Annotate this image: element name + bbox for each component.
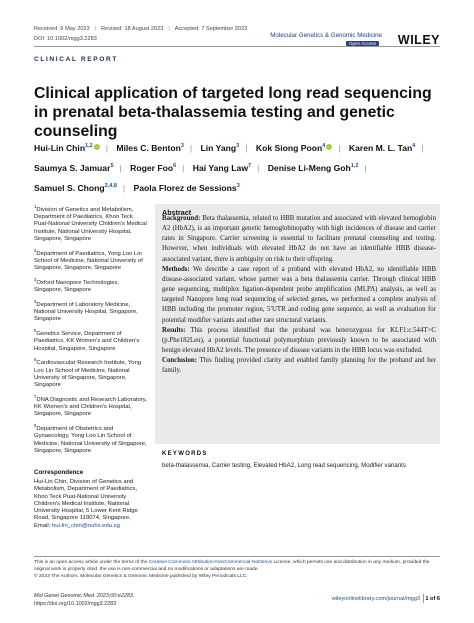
conclusion-text: This finding provided clarity and enabled family planning for the proband and her family. xyxy=(162,357,436,375)
keywords-heading: KEYWORDS xyxy=(162,451,208,457)
affiliation-number: 2 xyxy=(34,247,37,253)
journal-citation: Mol Genet Genomic Med. 2023;00:e2283. xyxy=(34,593,135,599)
affiliation-item xyxy=(34,356,148,389)
author-separator: | xyxy=(257,162,260,173)
author-separator: | xyxy=(122,182,126,193)
methods-text: We describe a case report of a proband with elevated HbA2, no identifiable HBB disease-associated variant, whose partner was a beta thalassemia carrier. Through clinical HBB gene sequencing, multiplex ligation-dependent probe amplification (MLPA) analysis, as well as targeted Nanopore long read sequencing of selected genes, we performed a complete analysis of HBB including the promoter region, 5′UTR and coding gene sequence, as well as evaluation for potential modifier variants and other rare structural variants. xyxy=(162,265,437,324)
author-name: Hai Yang Law xyxy=(192,162,249,173)
affiliation-item xyxy=(34,298,148,324)
abstract-conclusion xyxy=(162,356,436,376)
abstract-results xyxy=(162,326,436,356)
affiliation-number: 3 xyxy=(34,276,37,282)
abstract-methods xyxy=(162,265,436,326)
article-dates: Received: 6 May 2023 | Revised: 18 August 2023 | Accepted: 7 September 2023 xyxy=(34,26,248,32)
page-number: 1 of 6 xyxy=(425,596,440,602)
received-date: Received: 6 May 2023 xyxy=(34,26,90,32)
author[interactable] xyxy=(34,163,114,173)
author[interactable] xyxy=(34,143,100,153)
author-affiliation-ref: 1,2 xyxy=(350,162,359,169)
author-separator: | xyxy=(105,142,108,153)
author-affiliation-ref: 3 xyxy=(236,182,240,189)
author[interactable] xyxy=(349,143,415,153)
author-separator: | xyxy=(421,142,424,153)
report-type: CLINICAL REPORT xyxy=(34,56,118,63)
author-affiliation-ref: 5 xyxy=(110,162,114,169)
affiliation-item xyxy=(34,393,148,419)
background-label: Background: xyxy=(162,215,201,222)
abstract-body xyxy=(162,214,436,377)
author[interactable] xyxy=(256,143,332,153)
affiliation-number: 7 xyxy=(34,393,37,399)
correspondence xyxy=(34,479,148,530)
copyright: © 2023 The Authors. Molecular Genetics & Genomic Medicine published by Wiley Periodicals LLC. xyxy=(34,573,248,579)
author-affiliation-ref: 6 xyxy=(173,162,177,169)
affiliation-text: Cardiovascular Research Institute, Yong Loo Lin School of Medicine, National University of Singapore, Singapore, Singapore xyxy=(34,360,142,389)
author[interactable] xyxy=(201,143,240,153)
doi[interactable]: DOI: 10.1002/mgg3.2283 xyxy=(34,36,97,42)
author-affiliation-ref: 3 xyxy=(180,143,184,149)
keywords: beta-thalassemia, Carrier testing, Elevated HbA2, Long read sequencing, Modifier variants xyxy=(162,462,406,469)
affiliation-text: Department of Obstetrics and Gynaecology, Yong Loo Lin School of Medicine, National University of Singapore, Singapore, Singapore xyxy=(34,426,147,454)
abstract-heading: Abstract xyxy=(162,208,192,217)
author-name: Roger Foo xyxy=(130,162,174,173)
correspondence-heading: Correspondence xyxy=(34,469,84,476)
revised-date: Revised: 18 August 2023 xyxy=(101,26,164,32)
license-link[interactable]: Creative Commons Attribution-NonCommercial-NoDerivs xyxy=(148,560,273,565)
license-notice xyxy=(34,560,439,580)
journal-name[interactable]: Molecular Genetics & Genomic Medicine xyxy=(270,32,382,39)
orcid-icon[interactable] xyxy=(94,144,100,150)
affiliation-item xyxy=(34,327,148,353)
correspondence-text: Hui-Lin Chin, Division of Genetics and Metabolism, Department of Paediatrics, Khoo Teck Puat-National University Children's Medical Institute, National University Hospital, 5 Lower Kent Ridge Road, Singapore 119074, Singapore. xyxy=(34,479,138,522)
author-name: Kok Siong Poon xyxy=(255,142,323,153)
author-list xyxy=(34,137,444,197)
author[interactable] xyxy=(134,183,240,193)
affiliation-number: 4 xyxy=(34,298,37,304)
author-name: Samuel S. Chong xyxy=(34,182,105,193)
email-link[interactable]: hui-lin_chin@nuhs.edu.sg xyxy=(52,522,120,529)
affiliation-number: 6 xyxy=(34,357,37,363)
author-name: Denise Li-Meng Goh xyxy=(267,162,351,173)
affiliation-item xyxy=(34,422,148,455)
affiliation-text: Genetics Service, Department of Paediatrics, KK Women's and Children's Hospital, Singapore, Singapore xyxy=(34,331,140,352)
author[interactable] xyxy=(34,183,117,193)
author-name: Miles C. Benton xyxy=(116,142,181,153)
methods-label: Methods: xyxy=(162,265,190,273)
author-affiliation-ref: 7 xyxy=(248,162,252,169)
affiliation-text: Division of Genetics and Metabolism, Department of Paediatrics, Khoo Teck Puat-National University Children's Medical Institute, National University Hospital, Singapore, Singapore xyxy=(34,206,147,242)
accepted-date: Accepted: 7 September 2023 xyxy=(174,26,248,32)
affiliation-number: 8 xyxy=(34,423,37,429)
footer-separator xyxy=(423,594,424,603)
results-label: Results: xyxy=(162,326,186,334)
affiliations xyxy=(34,203,148,459)
author-name: Paola Florez de Sessions xyxy=(133,182,237,193)
affiliation-text: DNA Diagnostic and Research Laboratory, KK Women's and Children's Hospital, Singapore, Singapore xyxy=(34,396,147,418)
header-divider xyxy=(34,46,440,47)
conclusion-label: Conclusion: xyxy=(162,357,197,365)
author-name: Karen M. L. Tan xyxy=(348,142,413,153)
affiliation-number: 1 xyxy=(34,204,37,209)
author[interactable] xyxy=(268,163,359,173)
open-access-badge: Open Access xyxy=(346,41,379,46)
abstract-background xyxy=(162,214,436,265)
license-text-pre: This is an open access article under the terms of the xyxy=(34,560,149,565)
author-affiliation-ref: 4 xyxy=(412,143,416,149)
author-affiliation-ref: 1,2 xyxy=(85,143,93,149)
affiliation-item xyxy=(34,203,148,243)
author[interactable] xyxy=(193,163,251,173)
author-name: Lin Yang xyxy=(200,142,237,153)
author[interactable] xyxy=(130,163,176,173)
author-separator: | xyxy=(119,162,122,173)
background-text: Beta thalassemia, related to HBB mutation and associated with elevated hemoglobin A2 (HbA2), is an important genetic hemoglobinopathy with high incidences of disease and carrier rates in Singapore. Carrier screening is essential to facilitate prenatal counseling and testing. However, when individuals with elevated HbA2 do not have an identifiable HBB disease-associated variant, there is ambiguity on risk to their offspring. xyxy=(162,215,437,263)
author-name: Hui-Lin Chin xyxy=(34,142,86,153)
author-name: Saumya S. Jamuar xyxy=(34,162,111,173)
author-separator: | xyxy=(189,142,193,153)
affiliation-item xyxy=(34,247,148,273)
article-title: Clinical application of targeted long read sequencing in prenatal beta-thalassemia testing and genetic counseling xyxy=(34,85,432,140)
journal-website[interactable]: wileyonlinelibrary.com/journal/mgg3 xyxy=(331,596,420,602)
author-affiliation-ref: 2,4,8 xyxy=(104,182,117,189)
email-label: Email: xyxy=(34,522,51,529)
results-text: This process identified that the proband was heterozygous for KLF1:c.544T>C (p.Phe182Leu), a potential functional polymorphism previously known to be associated with benign elevated HbA2 levels. The presence of disease variants in the HBB locus was excluded. xyxy=(162,326,436,355)
author-separator: | xyxy=(338,142,341,153)
doi-link[interactable]: https://doi.org/10.1002/mgg3.2283 xyxy=(34,601,117,607)
author-affiliation-ref: 4 xyxy=(322,143,326,149)
affiliation-item xyxy=(34,276,148,294)
author-separator: | xyxy=(364,162,367,173)
author-separator: | xyxy=(245,142,248,153)
orcid-icon[interactable] xyxy=(326,144,332,150)
affiliation-text: Oxford Nanopore Technologies, Singapore, Singapore xyxy=(34,279,120,294)
affiliation-text: Department of Paediatrics, Yong Loo Lin School of Medicine, National University of Singapore, Singapore, Singapore xyxy=(34,250,143,272)
footer-divider xyxy=(34,556,440,557)
license-text-post: License, which permits use and distribution in any medium, provided the original work is properly cited, the use is non-commercial and no modifications or adaptations are made. xyxy=(34,560,430,572)
author-separator: | xyxy=(182,162,185,173)
affiliation-text: Department of Laboratory Medicine, National University Hospital, Singapore, Singapore xyxy=(34,301,138,323)
author-affiliation-ref: 3 xyxy=(236,143,240,149)
affiliation-number: 5 xyxy=(34,328,37,334)
publisher-logo[interactable]: WILEY xyxy=(397,33,440,47)
author[interactable] xyxy=(116,143,184,153)
